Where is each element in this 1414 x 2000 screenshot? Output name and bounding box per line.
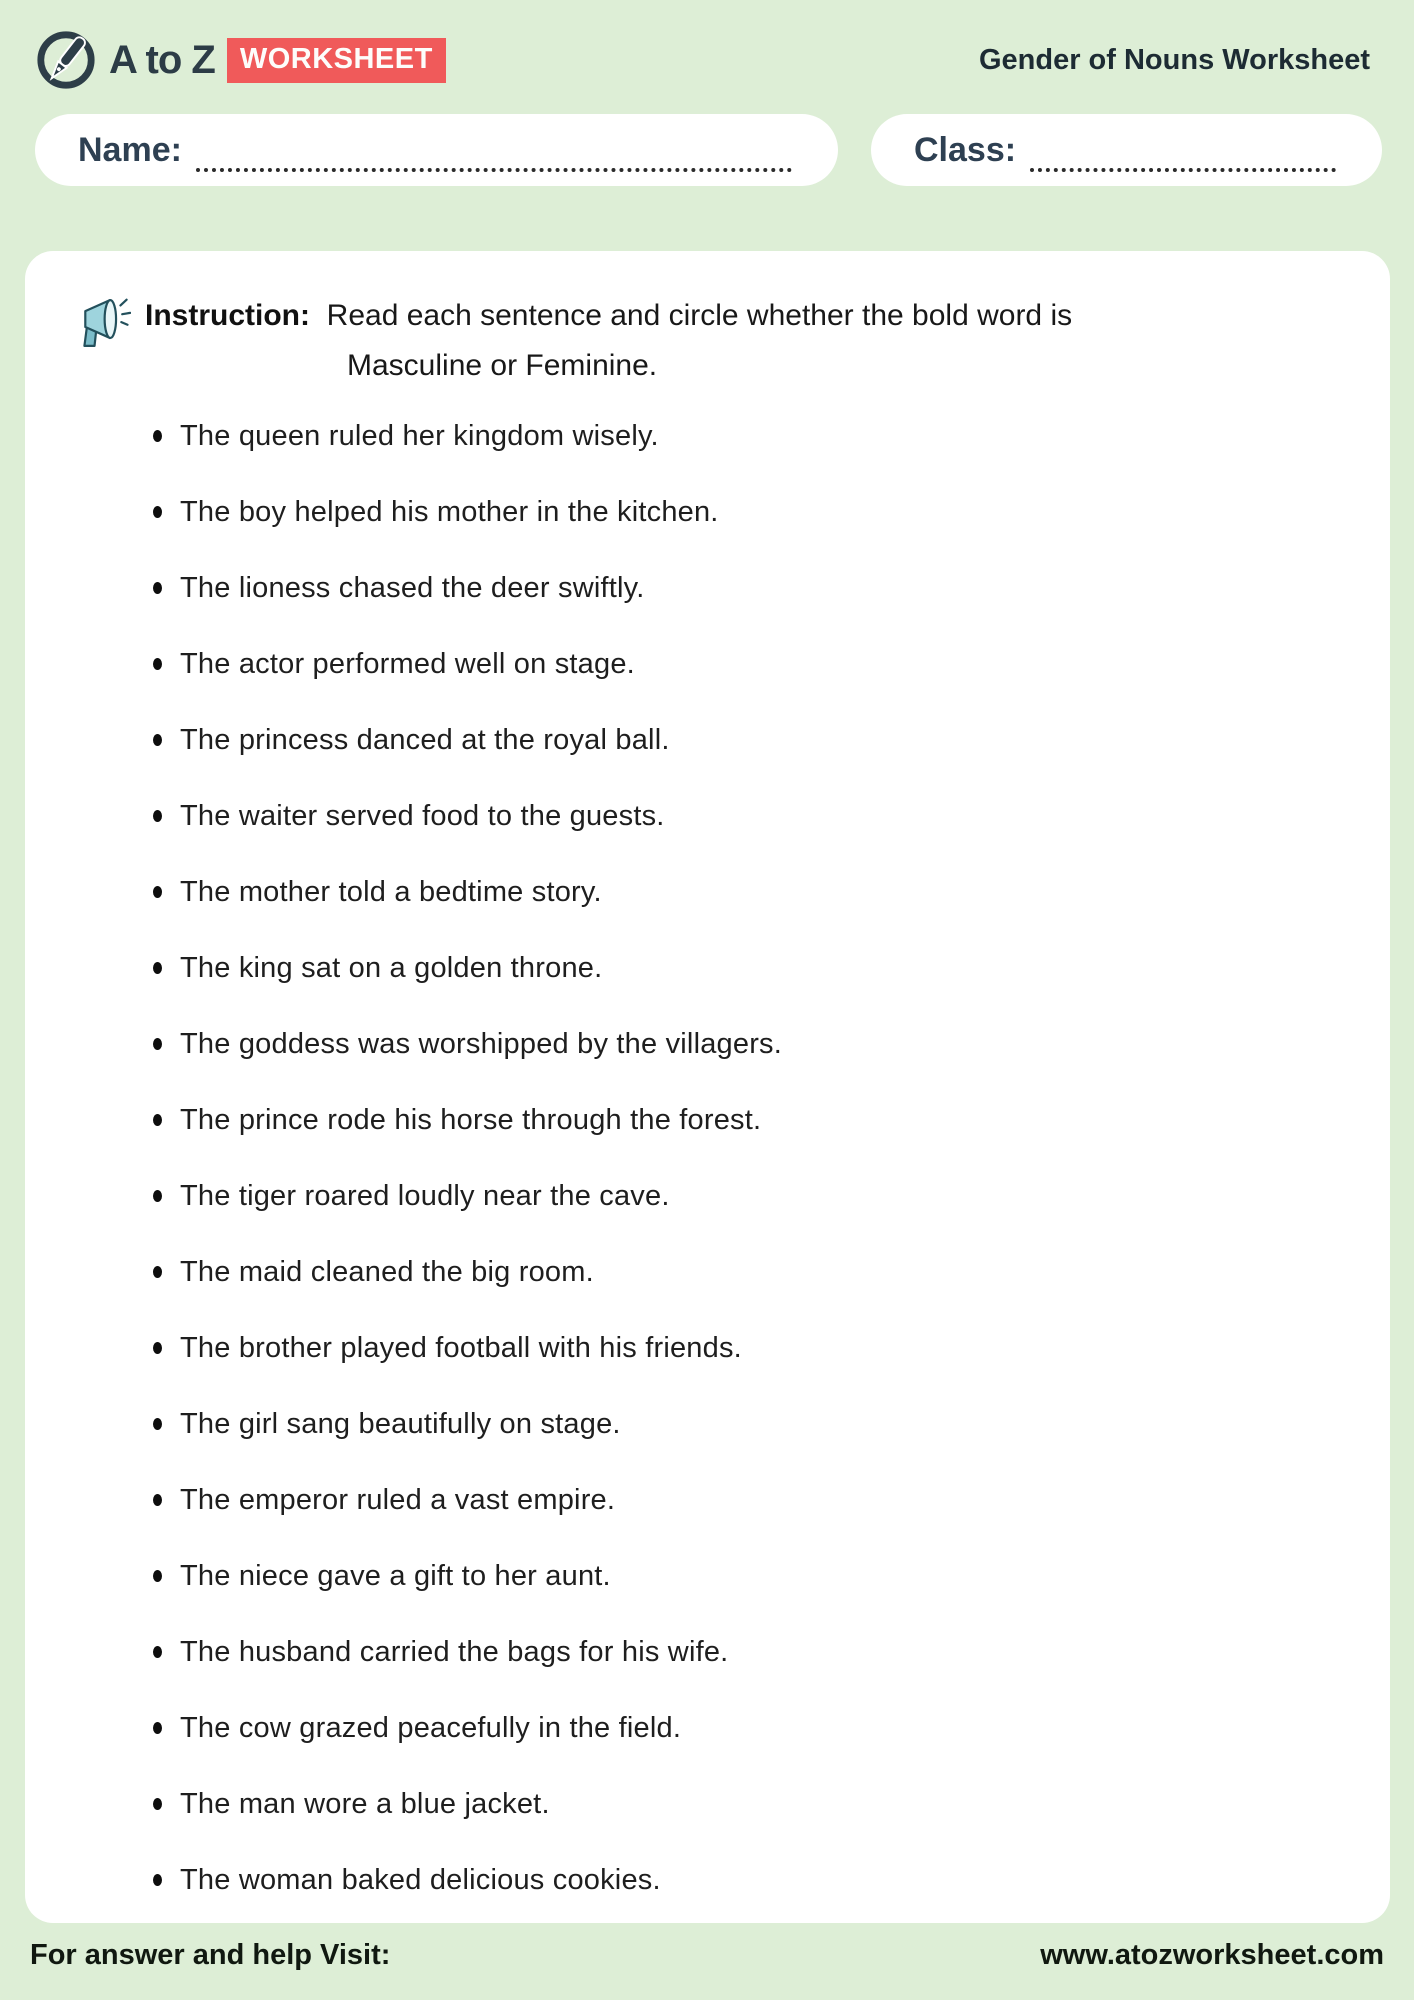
site-logo: [35, 29, 446, 91]
sentence-item: The girl sang beautifully on stage.: [180, 1407, 1354, 1441]
class-input-line[interactable]: [1030, 142, 1336, 172]
sentence-item: The actor performed well on stage.: [180, 647, 1354, 681]
pen-circle-logo-icon: [35, 29, 97, 91]
sentence-list: [73, 419, 1354, 1897]
sentence-item: The waiter served food to the guests.: [180, 799, 1354, 833]
sentence-item: The queen ruled her kingdom wisely.: [180, 419, 1354, 453]
instruction-text: [145, 291, 1072, 391]
sentence-item: The princess danced at the royal ball.: [180, 723, 1354, 757]
page-title: Gender of Nouns Worksheet: [978, 43, 1370, 76]
name-label: Name:: [78, 130, 182, 169]
class-label: Class:: [914, 130, 1017, 169]
sentence-item: The goddess was worshipped by the villagers.: [180, 1027, 1354, 1061]
sentence-item: The niece gave a gift to her aunt.: [180, 1559, 1354, 1593]
page-header: [0, 0, 1414, 96]
instruction-block: [73, 291, 1354, 391]
instruction-line1: Instruction: Read each sentence and circle whether the bold word is: [145, 299, 1073, 332]
sentence-item: The emperor ruled a vast empire.: [180, 1483, 1354, 1517]
megaphone-icon: [73, 295, 131, 356]
worksheet-card: [25, 251, 1390, 1923]
name-field: [35, 114, 838, 186]
sentence-item: The woman baked delicious cookies.: [180, 1863, 1354, 1897]
page-footer: [0, 1923, 1414, 1972]
name-input-line[interactable]: [196, 142, 792, 172]
sentence-item: The cow grazed peacefully in the field.: [180, 1711, 1354, 1745]
logo-text: A to Z: [109, 37, 215, 82]
sentence-item: The brother played football with his friends.: [180, 1331, 1354, 1365]
footer-help-text: For answer and help Visit:: [30, 1939, 391, 1971]
sentence-item: The maid cleaned the big room.: [180, 1255, 1354, 1289]
footer-website-link[interactable]: www.atozworksheet.com: [1040, 1939, 1384, 1971]
sentence-item: The boy helped his mother in the kitchen.: [180, 495, 1354, 529]
sentence-item: The mother told a bedtime story.: [180, 875, 1354, 909]
sentence-item: The prince rode his horse through the forest.: [180, 1103, 1354, 1137]
logo-badge: WORKSHEET: [227, 38, 446, 83]
instruction-label: Instruction:: [145, 299, 310, 332]
sentence-item: The lioness chased the deer swiftly.: [180, 571, 1354, 605]
sentence-item: The man wore a blue jacket.: [180, 1787, 1354, 1821]
sentence-item: The husband carried the bags for his wife.: [180, 1635, 1354, 1669]
instruction-line2: Masculine or Feminine.: [347, 349, 658, 382]
sentence-item: The tiger roared loudly near the cave.: [180, 1179, 1354, 1213]
name-class-row: [0, 114, 1414, 186]
class-field: [871, 114, 1382, 186]
sentence-item: The king sat on a golden throne.: [180, 951, 1354, 985]
